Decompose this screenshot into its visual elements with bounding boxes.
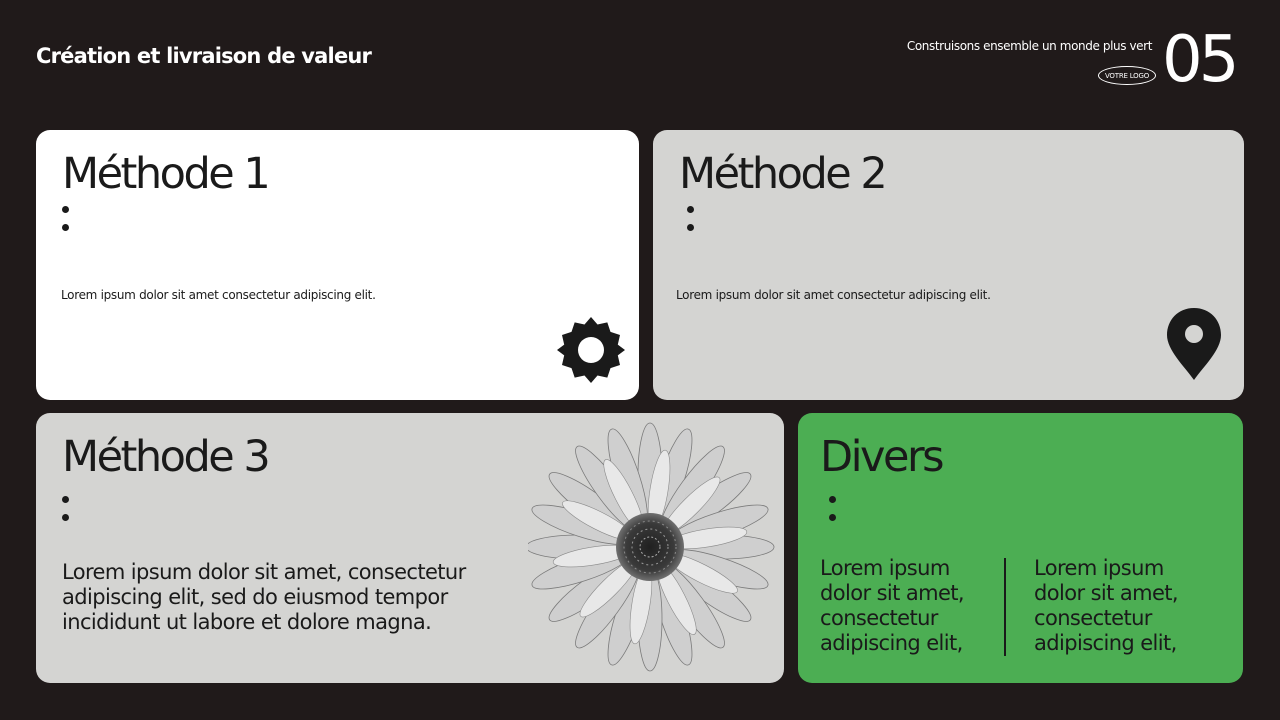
column-text-left: Lorem ipsum dolor sit amet, consectetur adipiscing elit, xyxy=(820,556,965,655)
bullet-point xyxy=(62,206,69,213)
divers-card xyxy=(798,413,1243,683)
method-3-card xyxy=(36,413,784,683)
bullet-point xyxy=(687,224,694,231)
page-title: Création et livraison de valeur xyxy=(36,44,372,68)
tagline: Construisons ensemble un monde plus vert xyxy=(906,39,1152,53)
bullet-list xyxy=(62,496,69,532)
bullet-point xyxy=(62,224,69,231)
location-pin-icon xyxy=(1164,306,1224,382)
logo-text: VOTRE LOGO xyxy=(1104,71,1150,80)
bullet-list xyxy=(62,206,69,242)
column-text-right: Lorem ipsum dolor sit amet, consectetur adipiscing elit, xyxy=(1034,556,1179,655)
bullet-list xyxy=(829,496,836,532)
column-divider xyxy=(1004,558,1006,656)
sunflower-image xyxy=(528,421,778,677)
bullet-point xyxy=(62,496,69,503)
bullet-point xyxy=(829,514,836,521)
bullet-point xyxy=(62,514,69,521)
card-text: Lorem ipsum dolor sit amet, consectetur adipiscing elit, sed do eiusmod tempor incididunt ut labore et dolore magna. xyxy=(62,560,466,634)
page-number: 05 xyxy=(1162,23,1236,97)
method-1-card xyxy=(36,130,639,400)
method-2-card xyxy=(653,130,1244,400)
card-title: Méthode 2 xyxy=(679,149,886,199)
bullet-list xyxy=(687,206,694,242)
bullet-point xyxy=(687,206,694,213)
bullet-point xyxy=(829,496,836,503)
card-title: Méthode 3 xyxy=(62,432,269,482)
card-title: Méthode 1 xyxy=(62,149,269,199)
card-title: Divers xyxy=(820,432,943,482)
card-text: Lorem ipsum dolor sit amet consectetur adipiscing elit. xyxy=(61,288,376,302)
logo xyxy=(1098,66,1156,85)
gear-icon xyxy=(556,315,626,385)
card-text: Lorem ipsum dolor sit amet consectetur adipiscing elit. xyxy=(676,288,991,302)
